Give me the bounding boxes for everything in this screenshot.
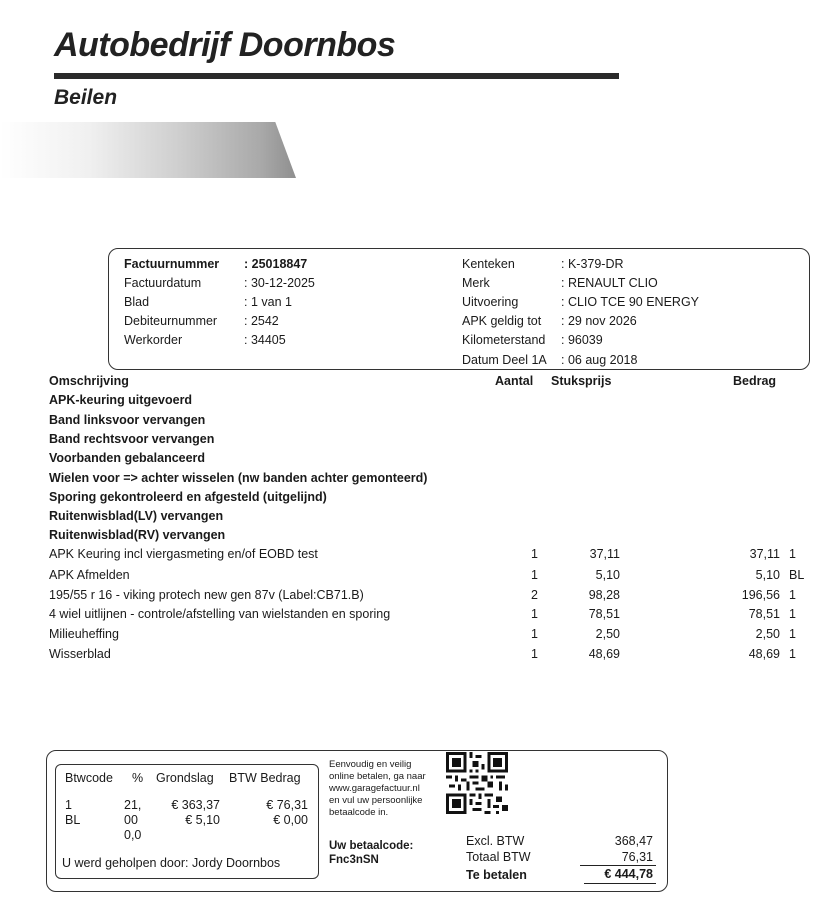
vat-amount-header: BTW Bedrag	[229, 771, 301, 785]
vat-code-header: Btwcode	[65, 771, 113, 785]
item-qty: 1	[531, 568, 538, 582]
helped-by: U werd geholpen door: Jordy Doornbos	[62, 856, 281, 870]
page-label: Blad	[124, 295, 150, 309]
item-description: Wisserblad	[49, 647, 111, 661]
invoice-number-label: Factuurnummer	[124, 257, 220, 271]
item-unit-price: 37,11	[589, 547, 620, 561]
payment-code-value: Fnc3nSN	[329, 854, 379, 866]
work-line: APK-keuring uitgevoerd	[49, 393, 193, 407]
company-name: Autobedrijf Doornbos	[54, 26, 396, 64]
vat-row-amount: € 0,00	[273, 813, 308, 827]
col-amount-header: Bedrag	[733, 374, 777, 388]
work-order-value: : 34405	[244, 333, 286, 347]
col-description-header: Omschrijving	[49, 374, 129, 388]
item-unit-price: 5,10	[595, 568, 620, 582]
item-qty: 1	[531, 547, 538, 561]
debtor-number-value: : 2542	[244, 314, 279, 328]
col-qty-header: Aantal	[495, 374, 534, 388]
invoice-date-label: Factuurdatum	[124, 276, 202, 290]
item-amount: 37,11	[749, 547, 780, 561]
vat-row-base: € 363,37	[171, 798, 220, 812]
scan-shadow-bar	[0, 122, 296, 178]
header-rule	[54, 73, 619, 79]
item-qty: 1	[531, 607, 538, 621]
work-line: Wielen voor => achter wisselen (nw banden achter gemonteerd)	[49, 471, 428, 485]
payment-code-label: Uw betaalcode:	[329, 840, 414, 852]
vat-row-code: BL	[65, 813, 81, 827]
invoice-date-value: : 30-12-2025	[244, 276, 315, 290]
brand-label: Merk	[462, 276, 490, 290]
item-amount: 48,69	[748, 647, 780, 661]
payment-text-line: online betalen, ga naar	[329, 771, 426, 782]
amount-due-underline	[584, 883, 656, 884]
registration-date-value: : 06 aug 2018	[561, 353, 638, 367]
work-order-label: Werkorder	[124, 333, 183, 347]
item-description: APK Afmelden	[49, 568, 130, 582]
work-line: Ruitenwisblad(RV) vervangen	[49, 528, 226, 542]
item-amount: 5,10	[755, 568, 780, 582]
payment-text-line: www.garagefactuur.nl	[329, 783, 420, 794]
item-vat-code: 1	[789, 627, 796, 641]
item-description: Milieuheffing	[49, 627, 119, 641]
qr-code-icon	[446, 752, 508, 814]
model-value: : CLIO TCE 90 ENERGY	[561, 295, 700, 309]
item-vat-code: 1	[789, 607, 796, 621]
model-label: Uitvoering	[462, 295, 519, 309]
vat-row-code: 1	[65, 798, 72, 812]
item-amount: 2,50	[755, 627, 780, 641]
work-line: Voorbanden gebalanceerd	[49, 451, 206, 465]
amount-due-label: Te betalen	[466, 868, 527, 882]
item-qty: 1	[531, 627, 538, 641]
apk-valid-label: APK geldig tot	[462, 314, 542, 328]
payment-text-line: Eenvoudig en veilig	[329, 759, 412, 770]
item-description: APK Keuring incl viergasmeting en/of EOBD test	[49, 547, 318, 561]
item-vat-code: 1	[789, 588, 796, 602]
vat-pct-header: %	[132, 771, 144, 785]
vat-row-amount: € 76,31	[266, 798, 308, 812]
item-unit-price: 2,50	[595, 627, 620, 641]
invoice-number-value: : 25018847	[244, 257, 308, 271]
item-unit-price: 48,69	[588, 647, 620, 661]
mileage-label: Kilometerstand	[462, 333, 546, 347]
item-amount: 196,56	[741, 588, 780, 602]
item-description: 195/55 r 16 - viking protech new gen 87v (Label:CB71.B)	[49, 588, 364, 602]
amount-due-value: € 444,78	[604, 867, 653, 881]
mileage-value: : 96039	[561, 333, 603, 347]
vat-row-pct: 0,0	[124, 828, 142, 842]
work-line: Band rechtsvoor vervangen	[49, 432, 215, 446]
page-value: : 1 van 1	[244, 295, 292, 309]
total-vat-label: Totaal BTW	[466, 850, 531, 864]
item-qty: 1	[531, 647, 538, 661]
item-unit-price: 98,28	[588, 588, 620, 602]
company-city: Beilen	[54, 86, 118, 109]
payment-text-line: betaalcode in.	[329, 807, 389, 818]
payment-text-line: en vul uw persoonlijke	[329, 795, 423, 806]
debtor-number-label: Debiteurnummer	[124, 314, 218, 328]
item-description: 4 wiel uitlijnen - controle/afstelling van wielstanden en sporing	[49, 607, 391, 621]
apk-valid-value: : 29 nov 2026	[561, 314, 637, 328]
vat-row-pct: 00	[124, 813, 138, 827]
item-vat-code: 1	[789, 647, 796, 661]
total-excl-vat-value: 368,47	[614, 834, 653, 848]
total-vat-value: 76,31	[621, 850, 653, 864]
item-vat-code: 1	[789, 547, 796, 561]
item-amount: 78,51	[748, 607, 780, 621]
vat-base-header: Grondslag	[156, 771, 214, 785]
item-unit-price: 78,51	[588, 607, 620, 621]
registration-date-label: Datum Deel 1A	[462, 353, 547, 367]
vat-row-base: € 5,10	[185, 813, 220, 827]
col-unit-price-header: Stuksprijs	[551, 374, 612, 388]
total-separator	[580, 865, 656, 866]
work-line: Ruitenwisblad(LV) vervangen	[49, 509, 224, 523]
license-plate-label: Kenteken	[462, 257, 515, 271]
item-vat-code: BL	[789, 568, 805, 582]
item-qty: 2	[531, 588, 538, 602]
total-excl-vat-label: Excl. BTW	[466, 834, 525, 848]
brand-value: : RENAULT CLIO	[561, 276, 658, 290]
license-plate-value: : K-379-DR	[561, 257, 624, 271]
vat-row-pct: 21,	[124, 798, 142, 812]
work-line: Sporing gekontroleerd en afgesteld (uitgelijnd)	[49, 490, 327, 504]
work-line: Band linksvoor vervangen	[49, 413, 206, 427]
